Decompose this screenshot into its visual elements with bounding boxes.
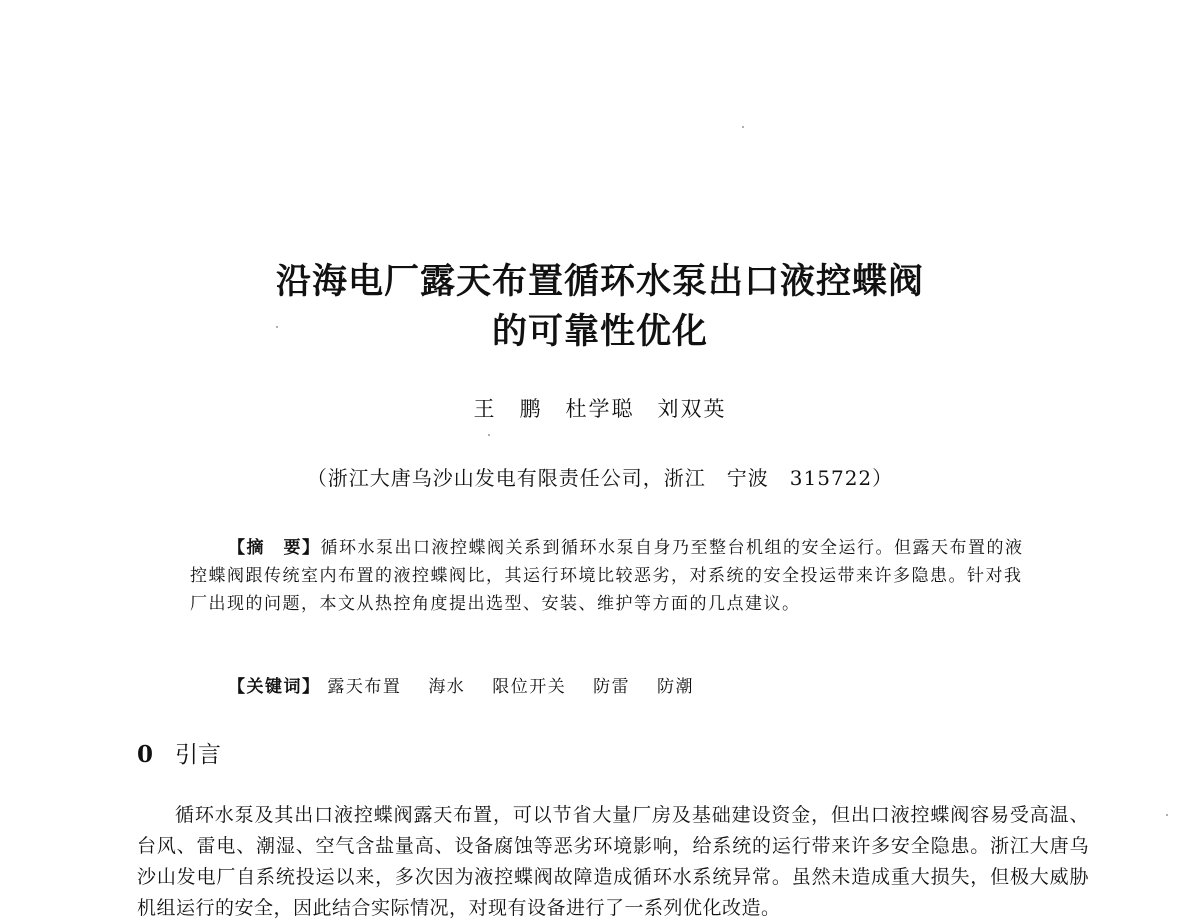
keyword: 防潮 <box>657 677 695 697</box>
keyword: 海水 <box>428 677 466 697</box>
authors: 王 鹏 杜学聪 刘双英 <box>473 397 727 421</box>
section-title: 引言 <box>175 742 222 768</box>
body-paragraph: 循环水泵及其出口液控蝶阀露天布置，可以节省大量厂房及基础建设资金，但出口液控蝶阀容易受高温、台风、雷电、潮湿、空气含盐量高、设备腐蚀等恶劣环境影响，给系统的运行带来许多安全隐患。浙江大唐乌沙山发电厂自系统投运以来，多次因为液控蝶阀故障造成循环水系统异常。虽然未造成重大损失，但极大威胁机组运行的安全，因此结合实际情况，对现有设备进行了一系列优化改造。 <box>137 804 1089 919</box>
section-number: 0 <box>137 741 154 768</box>
scan-speck <box>488 434 490 436</box>
keyword: 露天布置 <box>327 677 402 697</box>
keyword: 防雷 <box>593 677 631 697</box>
keywords-line <box>228 672 714 697</box>
keywords-label: 【关键词】 <box>228 677 321 697</box>
scan-speck <box>276 326 278 328</box>
scan-speck <box>1166 814 1168 816</box>
abstract-label: 【摘 要】 <box>228 538 321 558</box>
keyword: 限位开关 <box>492 677 567 697</box>
paper-title-line-1: 沿海电厂露天布置循环水泵出口液控蝶阀 <box>275 262 924 302</box>
abstract <box>190 534 1040 618</box>
paper-title-line-2: 的可靠性优化 <box>491 312 708 352</box>
section-heading <box>137 736 221 769</box>
scan-speck <box>742 126 744 128</box>
affiliation: （浙江大唐乌沙山发电有限责任公司，浙江 宁波 315722） <box>306 466 894 490</box>
abstract-text: 循环水泵出口液控蝶阀关系到循环水泵自身乃至整台机组的安全运行。但露天布置的液控蝶阀跟传统室内布置的液控蝶阀比，其运行环境比较恶劣，对系统的安全投运带来许多隐患。针对我厂出现的问题，本文从热控角度提出选型、安装、维护等方面的几点建议。 <box>190 538 1024 614</box>
